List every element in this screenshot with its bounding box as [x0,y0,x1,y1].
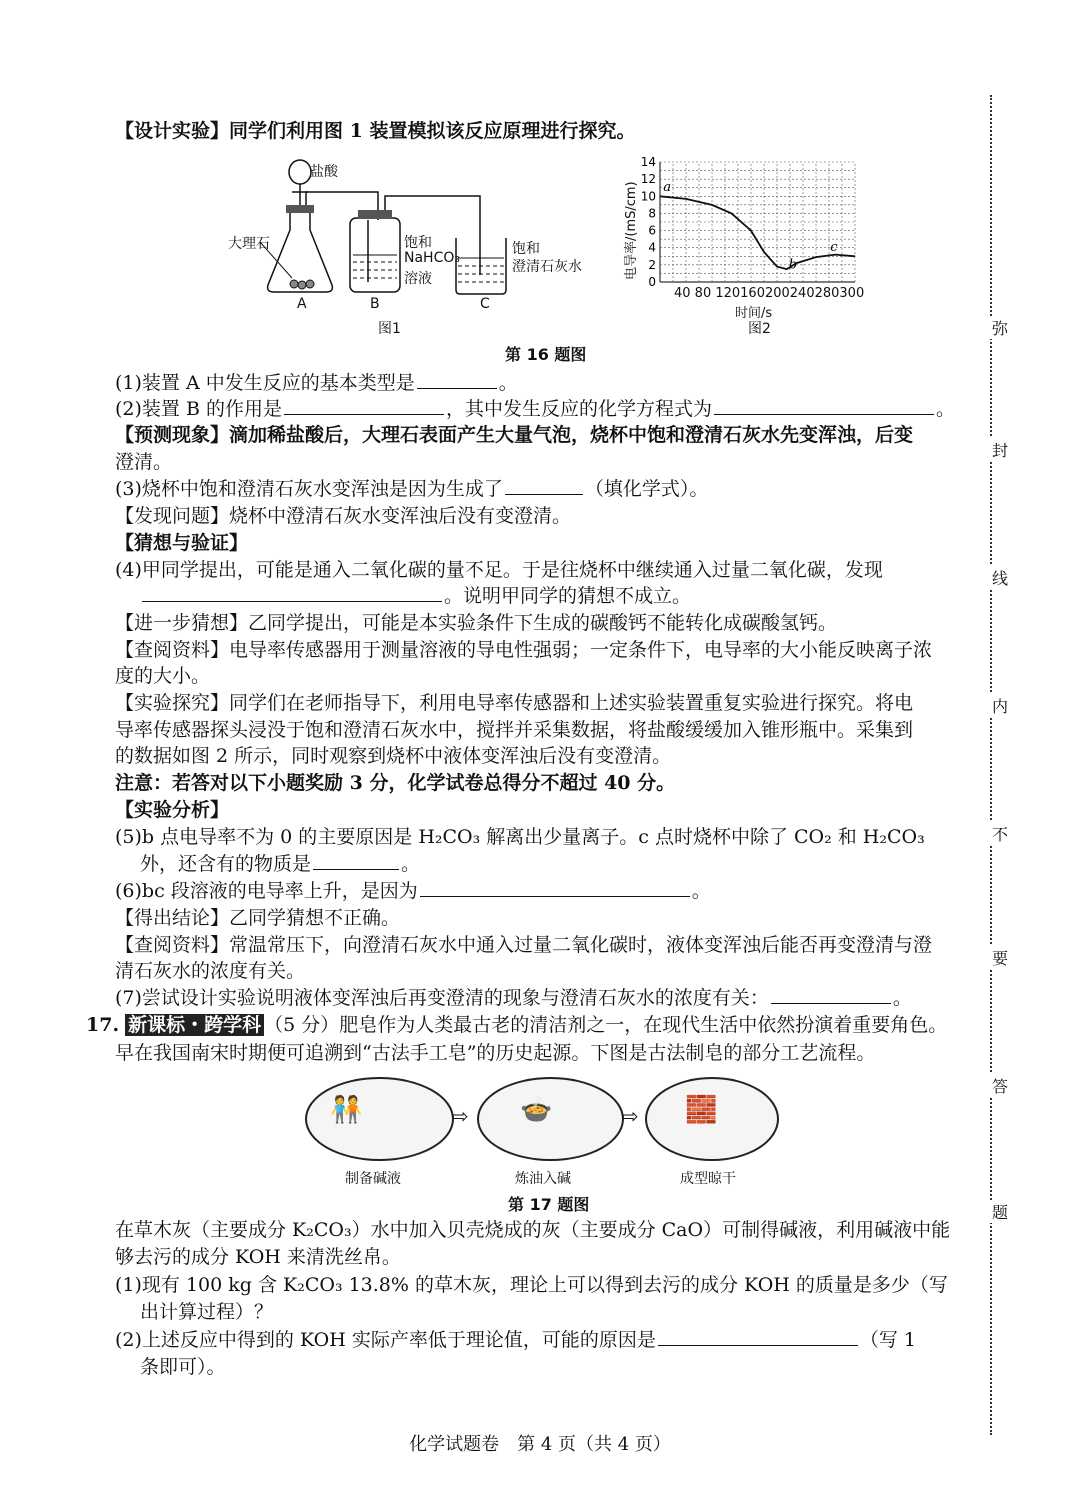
point-label-c: c [830,240,838,256]
hypothesis-heading: 【猜想与验证】 [115,532,249,554]
label-b: B [370,296,380,312]
label-fig1: 图1 [378,321,401,337]
predict-line-2: 澄清。 [115,451,173,473]
problem-line: 【发现问题】烧杯中澄清石灰水变浑浊后没有变澄清。 [115,505,572,527]
q17-sub2: (2)上述反应中得到的 KOH 实际产率低于理论值，可能的原因是 （写 1 [115,1329,916,1351]
q4-line: (4)甲同学提出，可能是通入二氧化碳的量不足。于是往烧杯中继续通入过量二氧化碳，发现 [115,559,883,581]
seal-char-3: 线 [990,566,1010,589]
label-lime-2: 澄清石灰水 [512,259,582,275]
step2-label: 炼油入碱 [515,1171,571,1187]
q17-sub1-2: 出计算过程）？ [140,1301,274,1323]
answer-blank-17-2[interactable] [658,1327,858,1346]
label-a: A [297,296,307,312]
seal-char-7: 答 [990,1074,1010,1097]
label-hcl: 盐酸 [310,164,338,180]
q3-line: (3)烧杯中饱和澄清石灰水变浑浊是因为生成了 （填化学式）。 [115,478,709,500]
y-tick-label: 14 [640,155,656,169]
q17-line-2: 早在我国南宋时期便可追溯到“古法手工皂”的历史起源。下图是古法制皂的部分工艺流程。 [115,1042,876,1064]
label-nahco3-3: 溶液 [404,271,432,287]
y-tick-label: 12 [640,172,656,187]
seal-char-2: 封 [990,438,1010,461]
answer-blank-4[interactable] [142,583,442,602]
answer-blank-2b[interactable] [714,396,934,415]
answer-blank-6[interactable] [420,878,690,897]
fig17-caption: 第 17 题图 [508,1195,590,1214]
conductivity-curve [660,196,855,269]
design-experiment-line: 【设计实验】同学们利用图 1 装置模拟该反应原理进行探究。 [115,120,636,142]
q17-sub1: (1)现有 100 kg 含 K₂CO₃ 13.8% 的草木灰，理论上可以得到去污的成分 KOH 的质量是多少（写 [115,1274,948,1296]
step1-illustration [305,1077,454,1161]
seal-char-5: 不 [990,822,1010,845]
q4-line-2: 。说明甲同学的猜想不成立。 [140,583,1010,610]
reference-line-2: 度的大小。 [115,665,211,687]
point-label-a: a [663,180,672,196]
q17-body-2: 够去污的成分 KOH 来清洗丝帛。 [115,1246,401,1268]
step1-label: 制备碱液 [345,1171,401,1187]
y-tick-label: 8 [648,206,656,221]
page-footer: 化学试题卷 第 4 页（共 4 页） [409,1434,671,1455]
q17-sub2-2: 条即可）。 [140,1356,226,1378]
x-tick-labels: 40 80 120160200240280300 [674,286,865,301]
q5-line-2: 外，还含有的物质是 。 [140,853,421,875]
step3-bars-icon: 🧱 [685,1095,718,1125]
fig16-caption: 第 16 题图 [505,345,587,364]
arrow-icon-2: ⇨ [622,1104,639,1128]
q6-line: (6)bc 段溶液的电导率上升，是因为 。 [115,880,711,902]
answer-blank-7[interactable] [771,985,891,1004]
seal-line [990,95,1012,1435]
q7-line: (7)尝试设计实验说明液体变浑浊后再变澄清的现象与澄清石灰水的浓度有关： 。 [115,987,912,1009]
y-axis-label: 电导率/(mS/cm) [624,181,639,280]
step3-label: 成型晾干 [680,1171,736,1187]
q5-line: (5)b 点电导率不为 0 的主要原因是 H₂CO₃ 解离出少量离子。c 点时烧杯中除了 CO₂ 和 H₂CO₃ [115,826,925,848]
arrow-icon-1: ⇨ [452,1104,469,1128]
seal-char-4: 内 [990,694,1010,717]
bonus-note: 注意：若答对以下小题奖励 3 分，化学试卷总得分不超过 40 分。 [115,772,676,794]
x-axis-label: 时间/s [735,306,773,321]
label-marble: 大理石 [228,236,270,252]
q17-body-1: 在草木灰（主要成分 K₂CO₃）水中加入贝壳烧成的灰（主要成分 CaO）可制得碱液，利用碱液中能 [115,1219,951,1241]
q2-line: (2)装置 B 的作用是 ，其中发生反应的化学方程式为 。 [115,398,955,420]
answer-blank-3[interactable] [505,476,583,495]
reference-line: 【查阅资料】电导率传感器用于测量溶液的导电性强弱；一定条件下，电导率的大小能反映离子浓 [115,639,933,661]
seal-char-8: 题 [990,1200,1010,1223]
further-hypothesis-line: 【进一步猜想】乙同学提出，可能是本实验条件下生成的碳酸钙不能转化成碳酸氢钙。 [115,612,838,634]
conclusion-line: 【得出结论】乙同学猜想不正确。 [115,907,401,929]
answer-blank-2a[interactable] [284,396,444,415]
label-nahco3-2: NaHCO₃ [404,250,460,266]
q1-line: (1)装置 A 中发生反应的基本类型是 。 [115,372,518,394]
flask-a [268,212,333,292]
explore-line-3: 的数据如图 2 所示，同时观察到烧杯中液体变浑浊后没有变澄清。 [115,745,672,767]
point-label-b: b [788,257,798,273]
reference-2-line-2: 清石灰水的浓度有关。 [115,960,306,982]
label-fig2: 图2 [748,321,771,337]
step2-pot-icon: 🍲 [520,1095,553,1125]
reference-2-line: 【查阅资料】常温常压下，向澄清石灰水中通入过量二氧化碳时，液体变浑浊后能否再变澄清与澄 [115,934,933,956]
y-tick-label: 2 [648,257,656,272]
seal-char-1: 弥 [990,316,1010,339]
y-tick-label: 0 [648,275,656,289]
funnel-bulb [289,160,311,184]
answer-blank-1[interactable] [417,370,497,389]
y-tick-label: 4 [648,240,656,255]
step1-figures-icon: 🧑‍🤝‍🧑 [330,1095,363,1125]
answer-blank-5[interactable] [313,851,399,870]
analysis-heading: 【实验分析】 [115,799,230,821]
explore-line-1: 【实验探究】同学们在老师指导下，利用电导率传感器和上述实验装置重复实验进行探究。将电 [115,692,914,714]
q17-line: 17. 新课标・跨学科 （5 分）肥皂作为人类最古老的清洁剂之一，在现代生活中依然扮演着重要角色。 [86,1014,948,1036]
y-tick-label: 6 [648,223,656,238]
predict-line: 【预测现象】滴加稀盐酸后，大理石表面产生大量气泡，烧杯中饱和澄清石灰水先变浑浊，后变 [115,424,914,446]
seal-char-6: 要 [990,946,1010,969]
label-nahco3-1: 饱和 [404,235,432,251]
label-lime-1: 饱和 [512,241,540,257]
label-c: C [480,296,490,312]
q17-tag: 新课标・跨学科 [125,1014,264,1036]
y-tick-label: 10 [640,189,656,204]
explore-line-2: 导率传感器探头浸没于饱和澄清石灰水中，搅拌并采集数据，将盐酸缓缓加入锥形瓶中。采集到 [115,719,914,741]
